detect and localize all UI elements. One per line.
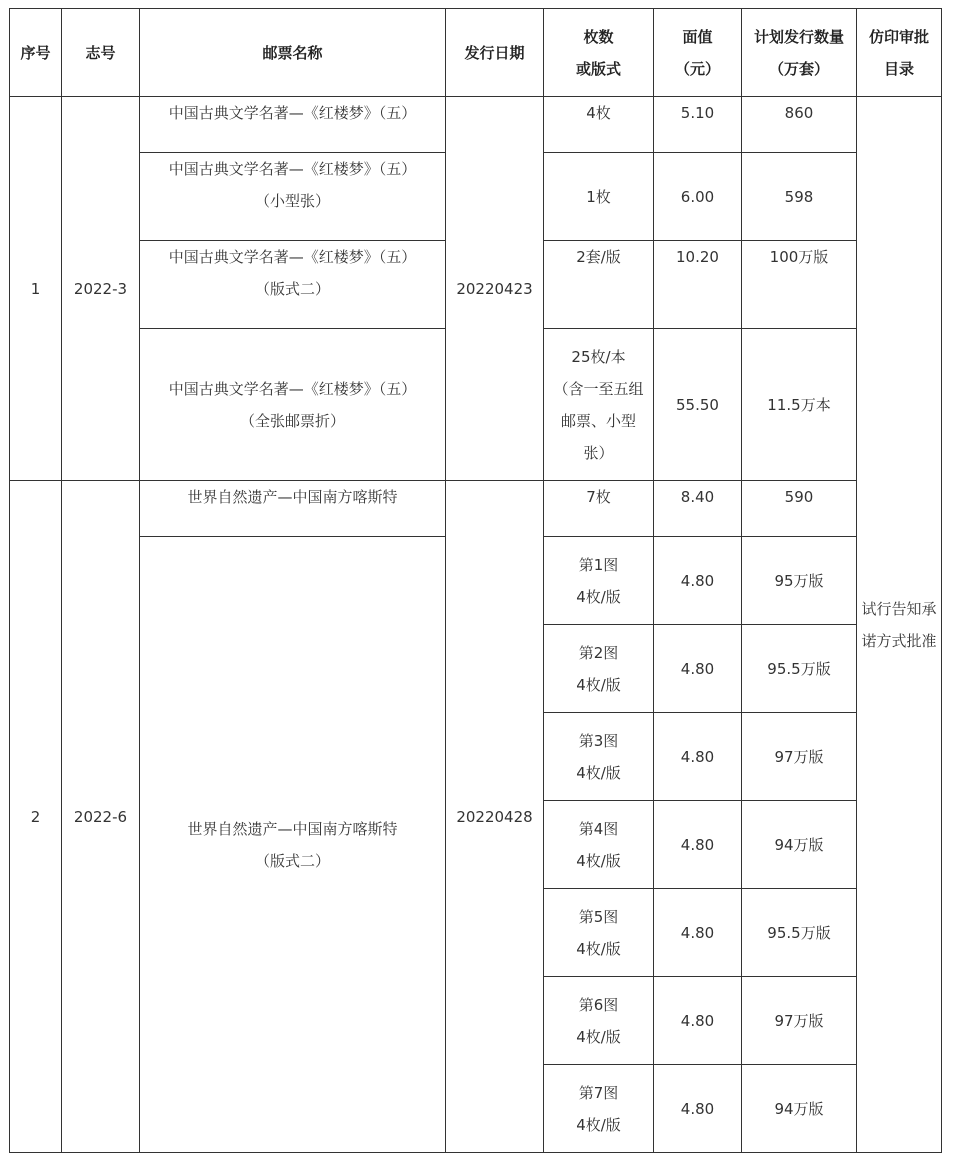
header-seq: 序号 xyxy=(10,9,62,97)
value-cell: 4.80 xyxy=(654,537,742,625)
format-cell: 1枚 xyxy=(544,153,654,241)
value-cell: 55.50 xyxy=(654,329,742,481)
format-cell: 7枚 xyxy=(544,481,654,537)
table-row xyxy=(10,481,942,537)
format-cell: 2套/版 xyxy=(544,241,654,329)
quantity-cell: 95万版 xyxy=(742,537,857,625)
quantity-cell: 95.5万版 xyxy=(742,889,857,977)
seq-cell: 2 xyxy=(10,481,62,1153)
quantity-cell: 94万版 xyxy=(742,801,857,889)
quantity-cell: 590 xyxy=(742,481,857,537)
seq-cell: 1 xyxy=(10,97,62,481)
format-cell: 第1图 4枚/版 xyxy=(544,537,654,625)
stamp-name-cell: 中国古典文学名著—《红楼梦》（五） （全张邮票折） xyxy=(140,329,446,481)
quantity-cell: 94万版 xyxy=(742,1065,857,1153)
format-cell: 25枚/本 （含一至五组 邮票、小型 张） xyxy=(544,329,654,481)
approval-cell: 试行告知承 诺方式批准 xyxy=(857,97,942,1153)
value-cell: 5.10 xyxy=(654,97,742,153)
format-cell: 第5图 4枚/版 xyxy=(544,889,654,977)
date-cell: 20220428 xyxy=(446,481,544,1153)
stamp-name-cell: 中国古典文学名著—《红楼梦》（五） （版式二） xyxy=(140,241,446,329)
format-cell: 第2图 4枚/版 xyxy=(544,625,654,713)
header-date: 发行日期 xyxy=(446,9,544,97)
stamp-issue-table xyxy=(9,8,942,1153)
value-cell: 10.20 xyxy=(654,241,742,329)
stamp-name-cell: 中国古典文学名著—《红楼梦》（五） （小型张） xyxy=(140,153,446,241)
format-cell: 第3图 4枚/版 xyxy=(544,713,654,801)
table-header-row xyxy=(10,9,942,97)
value-cell: 4.80 xyxy=(654,1065,742,1153)
header-format: 枚数 或版式 xyxy=(544,9,654,97)
format-cell: 第7图 4枚/版 xyxy=(544,1065,654,1153)
format-cell: 第4图 4枚/版 xyxy=(544,801,654,889)
value-cell: 6.00 xyxy=(654,153,742,241)
quantity-cell: 598 xyxy=(742,153,857,241)
code-cell: 2022-3 xyxy=(62,97,140,481)
format-cell: 4枚 xyxy=(544,97,654,153)
stamp-name-cell: 世界自然遗产—中国南方喀斯特 xyxy=(140,481,446,537)
stamp-name-cell: 中国古典文学名著—《红楼梦》（五） xyxy=(140,97,446,153)
quantity-cell: 11.5万本 xyxy=(742,329,857,481)
value-cell: 4.80 xyxy=(654,713,742,801)
value-cell: 4.80 xyxy=(654,625,742,713)
quantity-cell: 95.5万版 xyxy=(742,625,857,713)
header-code: 志号 xyxy=(62,9,140,97)
header-value: 面值 （元） xyxy=(654,9,742,97)
code-cell: 2022-6 xyxy=(62,481,140,1153)
format-cell: 第6图 4枚/版 xyxy=(544,977,654,1065)
quantity-cell: 100万版 xyxy=(742,241,857,329)
date-cell: 20220423 xyxy=(446,97,544,481)
value-cell: 4.80 xyxy=(654,977,742,1065)
header-approval: 仿印审批 目录 xyxy=(857,9,942,97)
header-name: 邮票名称 xyxy=(140,9,446,97)
quantity-cell: 97万版 xyxy=(742,977,857,1065)
header-quantity: 计划发行数量 （万套） xyxy=(742,9,857,97)
stamp-name-cell: 世界自然遗产—中国南方喀斯特 （版式二） xyxy=(140,537,446,1153)
value-cell: 4.80 xyxy=(654,801,742,889)
quantity-cell: 97万版 xyxy=(742,713,857,801)
value-cell: 4.80 xyxy=(654,889,742,977)
table-row xyxy=(10,97,942,153)
quantity-cell: 860 xyxy=(742,97,857,153)
value-cell: 8.40 xyxy=(654,481,742,537)
